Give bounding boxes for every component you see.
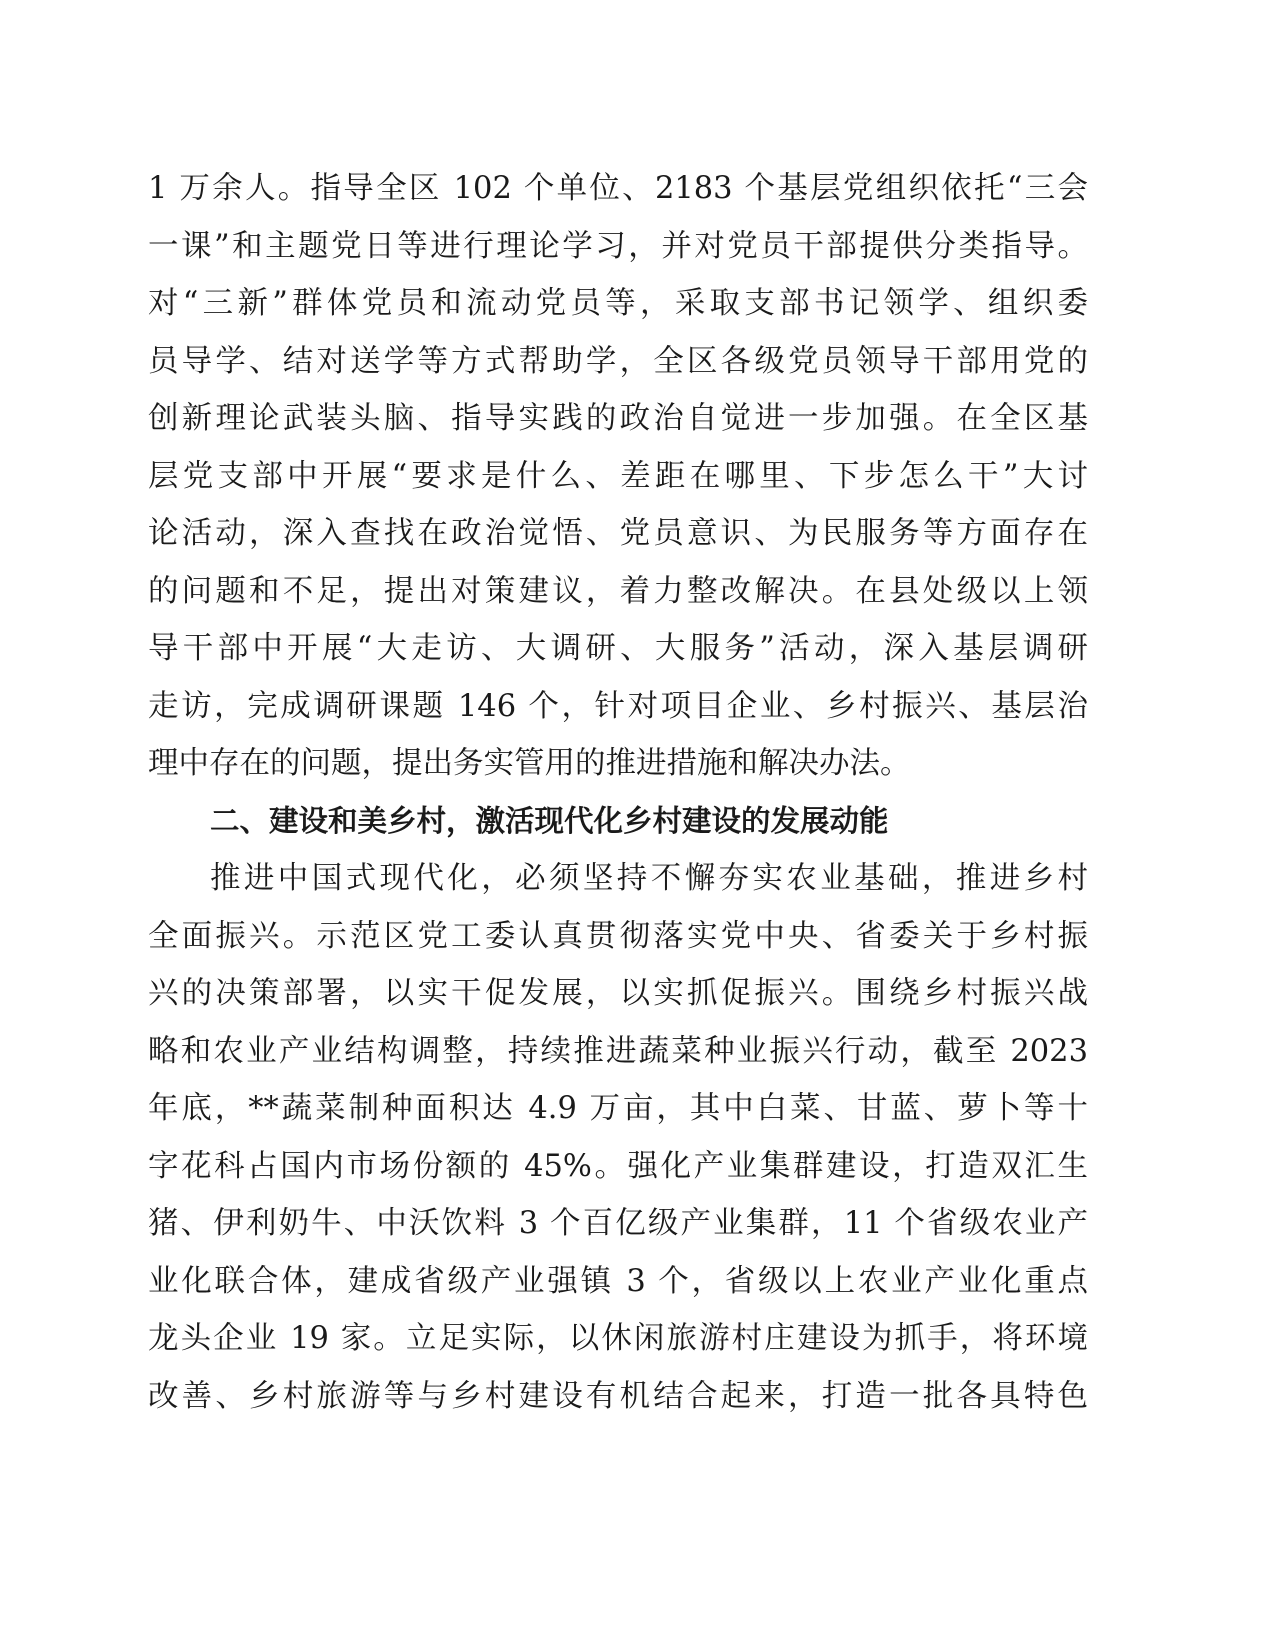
paragraph-line: 对“三新”群体党员和流动党员等，采取支部书记领学、组织委 bbox=[148, 286, 1088, 321]
paragraph-line: 年底，**蔬菜制种面积达 4.9 万亩，其中白菜、甘蓝、萝卜等十 bbox=[148, 1091, 1088, 1126]
paragraph-line: 的问题和不足，提出对策建议，着力整改解决。在县处级以上领 bbox=[148, 573, 1088, 609]
paragraph-line: 猪、伊利奶牛、中沃饮料 3 个百亿级产业集群，11 个省级农业产 bbox=[148, 1206, 1088, 1241]
paragraph-line: 一课”和主题党日等进行理论学习，并对党员干部提供分类指导。 bbox=[148, 228, 1088, 264]
paragraph-line: 论活动，深入查找在政治觉悟、党员意识、为民服务等方面存在 bbox=[148, 516, 1088, 551]
paragraph-line: 导干部中开展“大走访、大调研、大服务”活动，深入基层调研 bbox=[148, 631, 1088, 666]
paragraph-1 bbox=[148, 160, 1088, 793]
paragraph-line: 员导学、结对送学等方式帮助学，全区各级党员领导干部用党的 bbox=[148, 343, 1088, 379]
paragraph-line: 创新理论武装头脑、指导实践的政治自觉进一步加强。在全区基 bbox=[148, 401, 1088, 436]
paragraph-line: 兴的决策部署，以实干促发展，以实抓促振兴。围绕乡村振兴战 bbox=[148, 976, 1088, 1011]
paragraph-line: 略和农业产业结构调整，持续推进蔬菜种业振兴行动，截至 2023 bbox=[148, 1033, 1088, 1069]
paragraph-2 bbox=[148, 850, 1088, 1425]
paragraph-line: 龙头企业 19 家。立足实际，以休闲旅游村庄建设为抓手，将环境 bbox=[148, 1321, 1088, 1356]
paragraph-line: 字花科占国内市场份额的 45%。强化产业集群建设，打造双汇生 bbox=[148, 1148, 1088, 1184]
paragraph-line: 业化联合体，建成省级产业强镇 3 个，省级以上农业产业化重点 bbox=[148, 1263, 1088, 1299]
paragraph-line: 全面振兴。示范区党工委认真贯彻落实党中央、省委关于乡村振 bbox=[148, 918, 1088, 954]
paragraph-line: 理中存在的问题，提出务实管用的推进措施和解决办法。 bbox=[148, 746, 911, 781]
paragraph-line: 改善、乡村旅游等与乡村建设有机结合起来，打造一批各具特色 bbox=[148, 1378, 1088, 1414]
document-page bbox=[148, 160, 1088, 1425]
paragraph-line: 推进中国式现代化，必须坚持不懈夯实农业基础，推进乡村 bbox=[210, 861, 1088, 896]
paragraph-line: 走访，完成调研课题 146 个，针对项目企业、乡村振兴、基层治 bbox=[148, 688, 1088, 724]
paragraph-line: 1 万余人。指导全区 102 个单位、2183 个基层党组织依托“三会 bbox=[148, 171, 1088, 206]
paragraph-line: 层党支部中开展“要求是什么、差距在哪里、下步怎么干”大讨 bbox=[148, 458, 1088, 494]
section-heading: 二、建设和美乡村，激活现代化乡村建设的发展动能 bbox=[210, 803, 889, 838]
